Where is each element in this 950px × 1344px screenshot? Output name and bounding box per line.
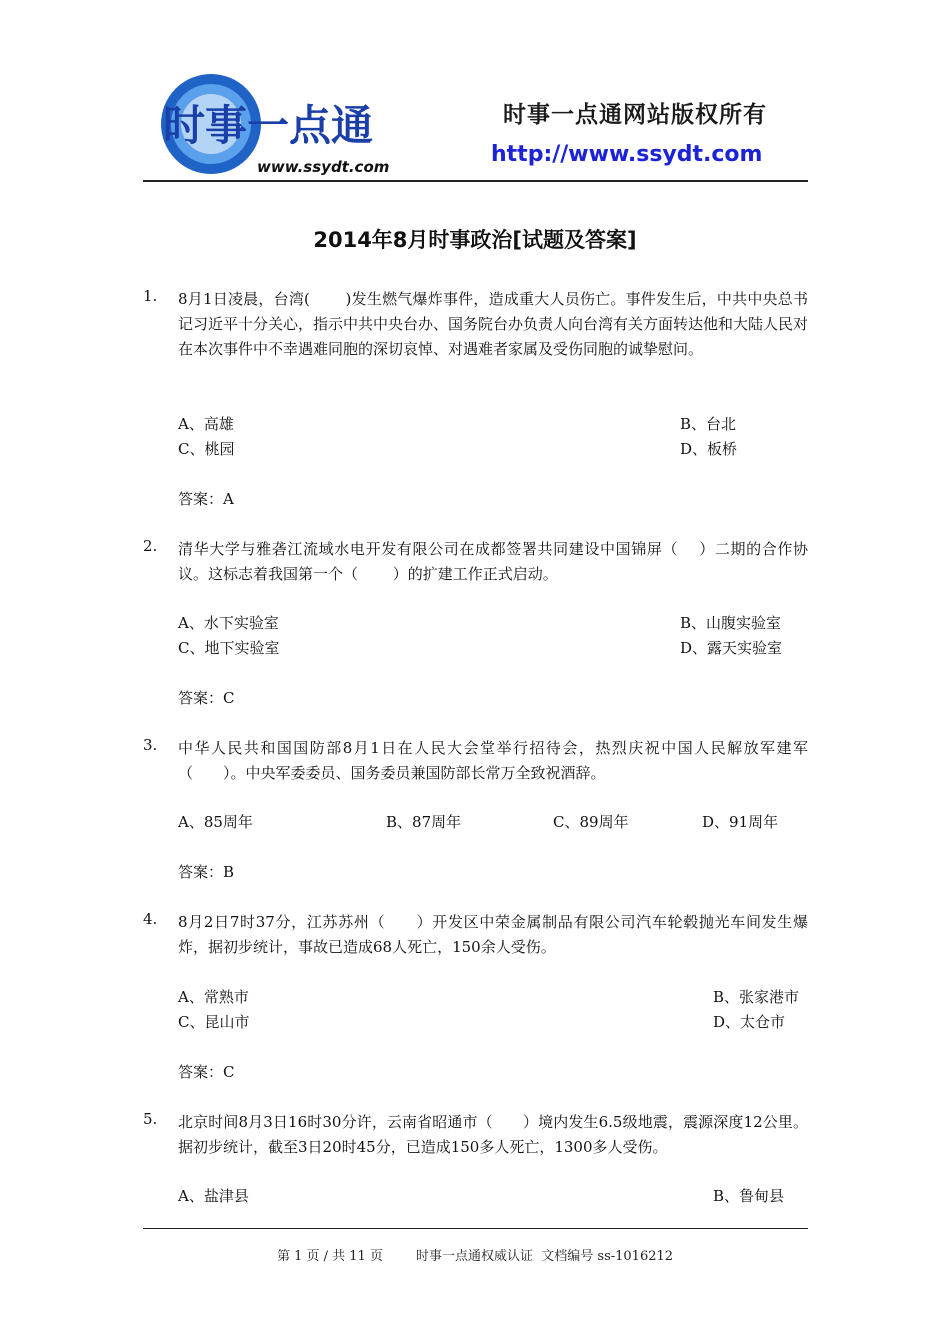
option-b: B、鲁甸县 bbox=[713, 1187, 785, 1205]
option-b: B、台北 bbox=[680, 415, 737, 433]
option-c: C、桃园 bbox=[178, 440, 235, 458]
option-c: C、89周年 bbox=[553, 813, 629, 831]
question-number: 3. bbox=[143, 736, 158, 754]
site-url-link[interactable]: http://www.ssydt.com bbox=[491, 142, 763, 167]
option-a: A、85周年 bbox=[178, 813, 253, 831]
option-a: A、高雄 bbox=[178, 415, 234, 433]
answer: 答案：A bbox=[178, 490, 234, 508]
option-a: A、盐津县 bbox=[178, 1187, 249, 1205]
page-header bbox=[143, 68, 808, 184]
brand-text: 时事一点通网站版权所有 bbox=[503, 102, 767, 128]
question-stem: 8月1日凌晨，台湾( )发生燃气爆炸事件，造成重大人员伤亡。事件发生后，中共中央总书记习近平十分关心，指示中共中央台办、国务院台办负责人向台湾有关方面转达他和大陆人民对在本次事件中不幸遇难同胞的深切哀悼、对遇难者家属及受伤同胞的诚挚慰问。 bbox=[178, 290, 809, 358]
option-d: D、91周年 bbox=[702, 813, 779, 831]
option-d: D、露天实验室 bbox=[680, 639, 783, 657]
page-title: 2014年8月时事政治[试题及答案] bbox=[313, 228, 637, 252]
question-stem: 清华大学与雅砻江流域水电开发有限公司在成都签署共同建设中国锦屏（ ）二期的合作协议。这标志着我国第一个（ ）的扩建工作正式启动。 bbox=[178, 540, 808, 583]
question-stem: 北京时间8月3日16时30分许，云南省昭通市（ ）境内发生6.5级地震，震源深度12公里。据初步统计，截至3日20时45分，已造成150多人死亡，1300多人受伤。 bbox=[178, 1113, 808, 1156]
option-d: D、板桥 bbox=[680, 440, 738, 458]
answer: 答案：C bbox=[178, 1063, 235, 1081]
question-number: 2. bbox=[143, 537, 158, 555]
option-b: B、山腹实验室 bbox=[680, 614, 782, 632]
question-stem: 中华人民共和国国防部8月1日在人民大会堂举行招待会，热烈庆祝中国人民解放军建军（ ）。中央军委委员、国务委员兼国防部长常万全致祝酒辞。 bbox=[178, 739, 808, 782]
question-number: 4. bbox=[143, 910, 158, 928]
option-b: B、张家港市 bbox=[713, 988, 800, 1006]
question-number: 1. bbox=[143, 287, 158, 305]
question-number: 5. bbox=[143, 1110, 158, 1128]
header-divider bbox=[143, 180, 808, 182]
logo-url: www.ssydt.com bbox=[257, 158, 390, 176]
answer: 答案：C bbox=[178, 689, 235, 707]
answer: 答案：B bbox=[178, 863, 235, 881]
option-d: D、太仓市 bbox=[713, 1013, 786, 1031]
logo-text: 时事一点通 bbox=[163, 101, 374, 150]
question-stem: 8月2日7时37分，江苏苏州（ ）开发区中荣金属制品有限公司汽车轮毂抛光车间发生爆炸，据初步统计，事故已造成68人死亡，150余人受伤。 bbox=[178, 913, 808, 956]
option-a: A、常熟市 bbox=[178, 988, 249, 1006]
option-b: B、87周年 bbox=[386, 813, 462, 831]
page-footer: 第 1 页 / 共 11 页 时事一点通权威认证 文档编号 ss-1016212 bbox=[276, 1249, 674, 1264]
ssydt-logo bbox=[149, 68, 415, 180]
option-c: C、地下实验室 bbox=[178, 639, 280, 657]
option-c: C、昆山市 bbox=[178, 1013, 250, 1031]
footer-divider bbox=[143, 1228, 808, 1229]
option-a: A、水下实验室 bbox=[178, 614, 279, 632]
